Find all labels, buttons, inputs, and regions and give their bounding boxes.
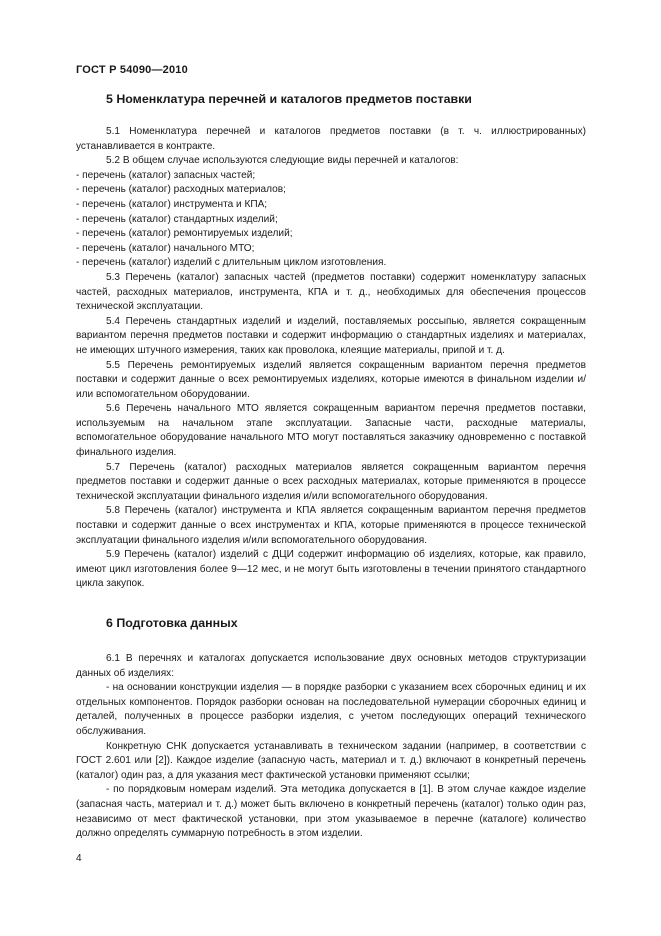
paragraph-5-6: 5.6 Перечень начального МТО является сокращенным вариантом перечня предметов поставки, используемым на начальном этапе эксплуатации. Запасные части, расходные материалы, вспомогательное оборудование начального МТО могут поставляться заказчику одновременно с поставкой финального изделия. bbox=[76, 403, 586, 459]
paragraph-5-7: 5.7 Перечень (каталог) расходных материалов является сокращенным вариантом перечня предметов поставки и содержит данные о всех расходных материалах, которые применяются в процессе технической эксплуатации финального изделия и/или вспомогательного оборудования. bbox=[76, 461, 586, 502]
list-item: - перечень (каталог) запасных частей; bbox=[76, 169, 256, 181]
paragraph-5-8: 5.8 Перечень (каталог) инструмента и КПА является сокращенным вариантом перечня предметов поставки и содержит данные о всех инструментах и КПА, которые применяются в процессе технической эксплуатации финального изделия и/или вспомогательного оборудования. bbox=[76, 505, 586, 546]
section-5-body bbox=[76, 125, 586, 592]
paragraph-5-3: 5.3 Перечень (каталог) запасных частей (предметов поставки) содержит номенклатуру запасных частей, расходных материалов, инструмента, КПА и т. д., необходимых для обеспечения процессов технической эксплуатации. bbox=[76, 271, 586, 313]
paragraph-6-snk: Конкретную СНК допускается устанавливать в техническом задании (например, в соответствии с ГОСТ 2.601 или [2]). Каждое изделие (запасную часть, материал и т. д.) включают в конкретный перечень (каталог) один раз, а для указания мест фактической установки применяют ссылки; bbox=[76, 740, 586, 781]
catalog-types-list bbox=[76, 169, 586, 271]
section-6-body bbox=[76, 652, 586, 842]
list-item: - перечень (каталог) расходных материалов; bbox=[76, 184, 286, 196]
section-5-title: 5 Номенклатура перечней и каталогов предметов поставки bbox=[106, 92, 472, 106]
list-item: - перечень (каталог) изделий с длительным циклом изготовления. bbox=[76, 257, 387, 269]
paragraph-6-numbers: - по порядковым номерам изделий. Эта методика допускается в [1]. В этом случае каждое изделие (запасная часть, материал и т. д.) может быть включено в конкретный перечень (каталог) только один раз, независимо от мест фактической установки, при этом указываемое в перечне (каталоге) количество должно определять суммарную потребность в этом изделии. bbox=[76, 784, 586, 840]
paragraph-5-5: 5.5 Перечень ремонтируемых изделий является сокращенным вариантом перечня предметов поставки и содержит данные о всех ремонтируемых изделиях, которые имеются в финальном изделии и/или вспомогательном оборудовании. bbox=[76, 359, 586, 400]
paragraph-5-2: 5.2 В общем случае используются следующие виды перечней и каталогов: bbox=[106, 155, 459, 167]
section-6-title: 6 Подготовка данных bbox=[106, 616, 238, 630]
paragraph-5-1: 5.1 Номенклатура перечней и каталогов предметов поставки (в т. ч. иллюстрированных) устанавливается в контракте. bbox=[76, 126, 586, 152]
paragraph-5-4: 5.4 Перечень стандартных изделий и изделий, поставляемых россыпью, является сокращенным вариантом перечня предметов поставки и содержит информацию о стандартных изделиях и материалах, не имеющих штучного измерения, таких как проволока, клеящие материалы, припой и т. д. bbox=[76, 315, 586, 356]
list-item: - перечень (каталог) начального МТО; bbox=[76, 242, 255, 254]
list-item: - перечень (каталог) стандартных изделий; bbox=[76, 213, 278, 225]
paragraph-6-1: 6.1 В перечнях и каталогах допускается использование двух основных методов структуризации данных об изделиях: bbox=[76, 653, 586, 679]
paragraph-6-construction: - на основании конструкции изделия — в порядке разборки с указанием всех сборочных единиц и их отдельных компонентов. Порядок разборки основан на последовательной нумерации сборочных единиц и деталей, полученных в процессе разборки изделия, с учетом последующих операций технического обслуживания. bbox=[76, 682, 586, 737]
list-item: - перечень (каталог) ремонтируемых изделий; bbox=[76, 228, 293, 240]
paragraph-5-9: 5.9 Перечень (каталог) изделий с ДЦИ содержит информацию об изделиях, которые, как правило, имеют цикл изготовления более 9—12 мес, и не могут быть изготовлены в течении принятого стандартного цикла закупок. bbox=[76, 549, 586, 590]
page-number: 4 bbox=[76, 853, 82, 864]
document-code: ГОСТ Р 54090—2010 bbox=[76, 64, 188, 76]
list-item: - перечень (каталог) инструмента и КПА; bbox=[76, 198, 268, 210]
